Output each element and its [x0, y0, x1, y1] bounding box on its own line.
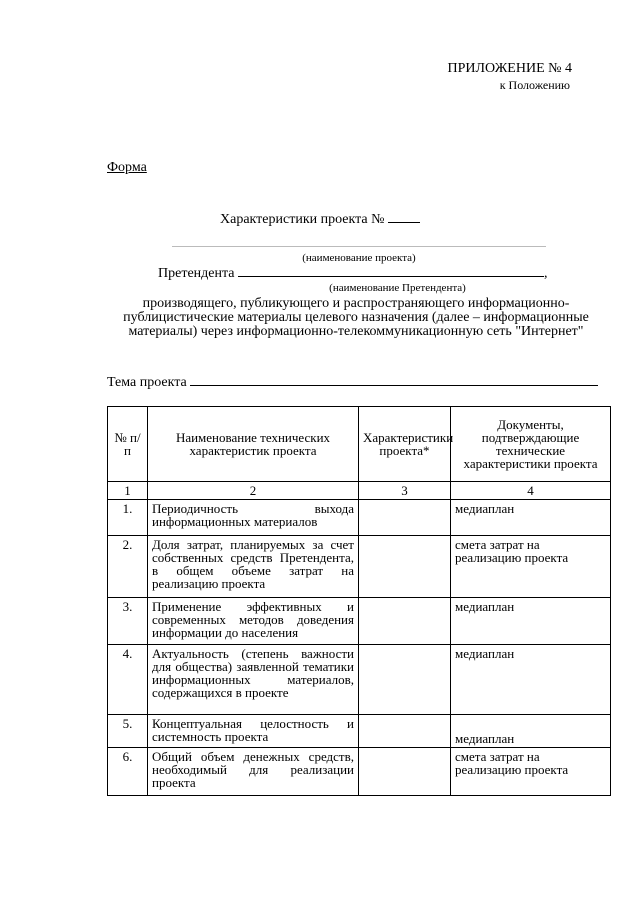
- document-title: [0, 212, 640, 228]
- table-row: [108, 598, 611, 645]
- row-document: смета затрат на реализацию проекта: [451, 536, 611, 598]
- header-documents: Документы, подтверждающие технические характеристики проекта: [451, 407, 611, 482]
- applicant-name-field[interactable]: [238, 276, 544, 277]
- table-row: [108, 748, 611, 796]
- appendix-heading: [332, 60, 572, 92]
- applicant-description: производящего, публикующего и распространяющего информационно-публицистические материалы целевого назначения (далее – информационные материалы) через информационно-телекоммуникационную сеть "Интернет": [123, 296, 589, 339]
- table-row: [108, 645, 611, 715]
- row-document: медиаплан: [451, 715, 611, 748]
- row-characteristic-value-cell[interactable]: [359, 748, 451, 796]
- row-number: 1.: [108, 500, 148, 536]
- column-number: 3: [359, 482, 451, 500]
- project-name-field[interactable]: [172, 246, 546, 247]
- applicant-hint: (наименование Претендента): [329, 282, 466, 294]
- row-characteristic-value-cell[interactable]: [359, 536, 451, 598]
- header-characteristic-value: Характеристики проекта*: [359, 407, 451, 482]
- row-number: 2.: [108, 536, 148, 598]
- row-characteristic-name: Общий объем денежных средств, необходимый для реализации проекта: [148, 748, 359, 796]
- row-characteristic-value-cell[interactable]: [359, 598, 451, 645]
- column-number: 1: [108, 482, 148, 500]
- row-document: смета затрат на реализацию проекта: [451, 748, 611, 796]
- header-characteristic-name: Наименование технических характеристик проекта: [148, 407, 359, 482]
- table-row: [108, 715, 611, 748]
- form-label: Форма: [107, 160, 147, 175]
- header-number: № п/п: [108, 407, 148, 482]
- project-theme-line: [107, 375, 598, 391]
- applicant-label: Претендента: [158, 266, 235, 281]
- appendix-subtitle: к Положению: [499, 78, 570, 92]
- row-characteristic-name: Концептуальная целостность и системность проекта: [148, 715, 359, 748]
- row-characteristic-name: Доля затрат, планируемых за счет собственных средств Претендента, в общем объеме затрат на реализацию проекта: [148, 536, 359, 598]
- row-characteristic-name: Применение эффективных и современных методов доведения информации до населения: [148, 598, 359, 645]
- row-characteristic-name: Актуальность (степень важности для общества) заявленной тематики информационных материалов, содержащихся в проекте: [148, 645, 359, 715]
- applicant-line: [158, 266, 547, 282]
- table-header-row: [108, 407, 611, 482]
- row-characteristic-value-cell[interactable]: [359, 645, 451, 715]
- row-characteristic-value-cell[interactable]: [359, 715, 451, 748]
- row-document: медиаплан: [451, 598, 611, 645]
- appendix-title: ПРИЛОЖЕНИЕ № 4: [447, 61, 572, 76]
- table-row: [108, 536, 611, 598]
- row-characteristic-name: Периодичность выхода информационных материалов: [148, 500, 359, 536]
- column-number: 2: [148, 482, 359, 500]
- document-title-text: Характеристики проекта №: [220, 212, 385, 227]
- row-number: 3.: [108, 598, 148, 645]
- project-theme-field[interactable]: [190, 385, 598, 386]
- project-number-field[interactable]: [388, 222, 420, 223]
- row-characteristic-value-cell[interactable]: [359, 500, 451, 536]
- characteristics-table: [107, 406, 611, 796]
- column-number: 4: [451, 482, 611, 500]
- row-document: медиаплан: [451, 645, 611, 715]
- row-number: 5.: [108, 715, 148, 748]
- row-number: 4.: [108, 645, 148, 715]
- row-document: медиаплан: [451, 500, 611, 536]
- row-number: 6.: [108, 748, 148, 796]
- table-column-numbers-row: [108, 482, 611, 500]
- table-row: [108, 500, 611, 536]
- project-name-hint: (наименование проекта): [302, 252, 416, 264]
- project-theme-label: Тема проекта: [107, 375, 187, 390]
- applicant-suffix: ,: [543, 266, 548, 281]
